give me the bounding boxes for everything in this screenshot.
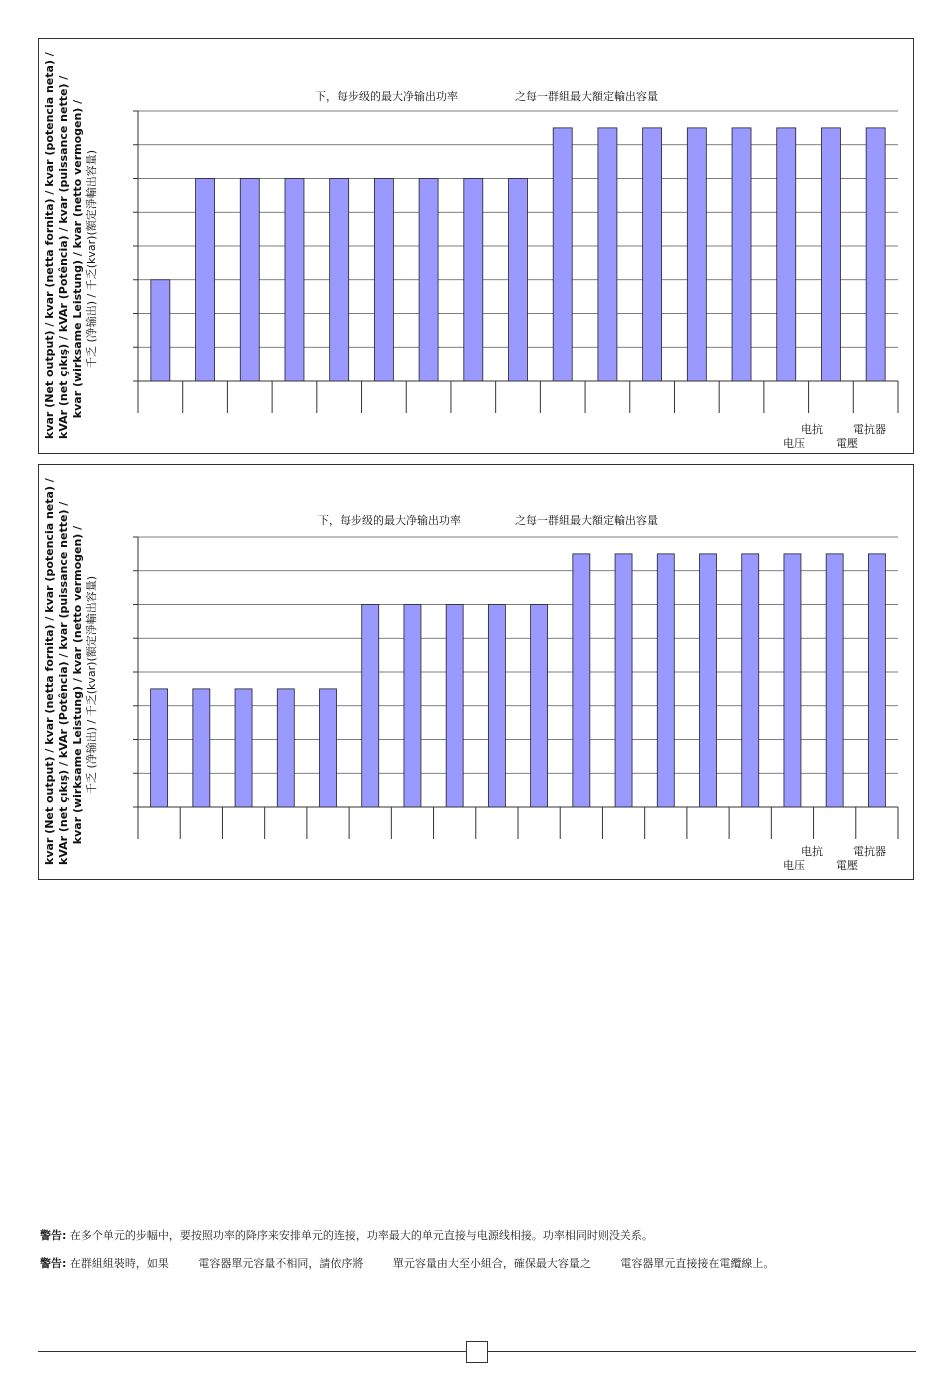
bar: [687, 128, 706, 381]
page-number-box: [466, 1341, 488, 1363]
warning-text: 單元容量由大至小組合，確保最大容量之: [392, 1257, 591, 1270]
x-annotation: 电压: [783, 437, 805, 450]
warning-traditional: [40, 1255, 774, 1271]
bar: [446, 605, 463, 808]
bar: [419, 179, 438, 382]
bar: [196, 179, 215, 382]
warning-text: 在群組組裝時，如果: [69, 1257, 169, 1270]
chart-title-right: 之每一群組最大額定輸出容量: [515, 90, 658, 103]
y-axis-label-line: 千乏 (净输出) / 千乏(kvar)(額定淨輸出容量): [85, 575, 98, 795]
bar: [235, 689, 252, 807]
bar: [573, 554, 590, 807]
chart-panel-2: [38, 464, 914, 880]
bar: [374, 179, 393, 382]
bar: [193, 689, 210, 807]
x-annotation: 電壓: [836, 437, 858, 450]
bar: [732, 128, 751, 381]
bar: [285, 179, 304, 382]
bar: [615, 554, 632, 807]
bar: [700, 554, 717, 807]
bar: [866, 128, 885, 381]
chart-title-left: 下，每步级的最大净输出功率: [318, 514, 461, 527]
bar: [777, 128, 796, 381]
warning-label: 警告:: [40, 1229, 67, 1242]
y-axis-label-line: kvar (wirksame Leistung) / kvar (netto vermogen) /: [71, 99, 84, 419]
x-annotation: 电压: [783, 859, 805, 872]
chart-title-right: 之每一群組最大額定輸出容量: [515, 514, 658, 527]
bar: [404, 605, 421, 808]
bar: [868, 554, 885, 807]
bar: [531, 605, 548, 808]
bar-chart-1: [39, 39, 913, 453]
warning-text: 電容器單元直接接在電纜線上。: [620, 1257, 775, 1270]
bar: [657, 554, 674, 807]
y-axis-label-line: kVAr (net çıkış) / kVAr (Potência) / kvar (puissance nette) /: [57, 75, 70, 439]
bar: [488, 605, 505, 808]
warning-label: 警告:: [40, 1257, 67, 1270]
x-annotation: 電壓: [836, 859, 858, 872]
y-axis-label-line: kvar (Net output) / kvar (netta fornita) / kvar (potencia neta) /: [43, 478, 56, 865]
bar: [784, 554, 801, 807]
bar: [509, 179, 528, 382]
bar: [320, 689, 337, 807]
chart-panel-1: [38, 38, 914, 454]
bar: [742, 554, 759, 807]
bar-chart-2: [39, 465, 913, 879]
bar: [362, 605, 379, 808]
warning-text: 在多个单元的步幅中，要按照功率的降序来安排单元的连接，功率最大的单元直接与电源线相接。功率相同时则没关系。: [69, 1229, 653, 1242]
bar: [330, 179, 349, 382]
y-axis-label-line: kvar (Net output) / kvar (netta fornita) / kvar (potencia neta) /: [43, 52, 56, 439]
x-annotation: 电抗: [801, 423, 823, 436]
bar: [240, 179, 259, 382]
warning-simplified: [40, 1227, 653, 1243]
x-annotation: 电抗: [801, 845, 823, 858]
bar: [151, 689, 168, 807]
x-annotation: 電抗器: [853, 845, 886, 858]
bar: [151, 280, 170, 381]
bar: [553, 128, 572, 381]
bar: [821, 128, 840, 381]
warning-text: 電容器單元容量不相同，請依序將: [198, 1257, 364, 1270]
chart-title-left: 下，每步级的最大净输出功率: [315, 90, 458, 103]
y-axis-label-line: kVAr (net çıkış) / kVAr (Potência) / kvar (puissance nette) /: [57, 501, 70, 865]
bar: [598, 128, 617, 381]
bar: [643, 128, 662, 381]
y-axis-label-line: kvar (wirksame Leistung) / kvar (netto vermogen) /: [71, 525, 84, 845]
bar: [826, 554, 843, 807]
bar: [277, 689, 294, 807]
x-annotation: 電抗器: [853, 423, 886, 436]
y-axis-label-line: 千乏 (净输出) / 千乏(kvar)(額定淨輸出容量): [85, 149, 98, 369]
bar: [464, 179, 483, 382]
